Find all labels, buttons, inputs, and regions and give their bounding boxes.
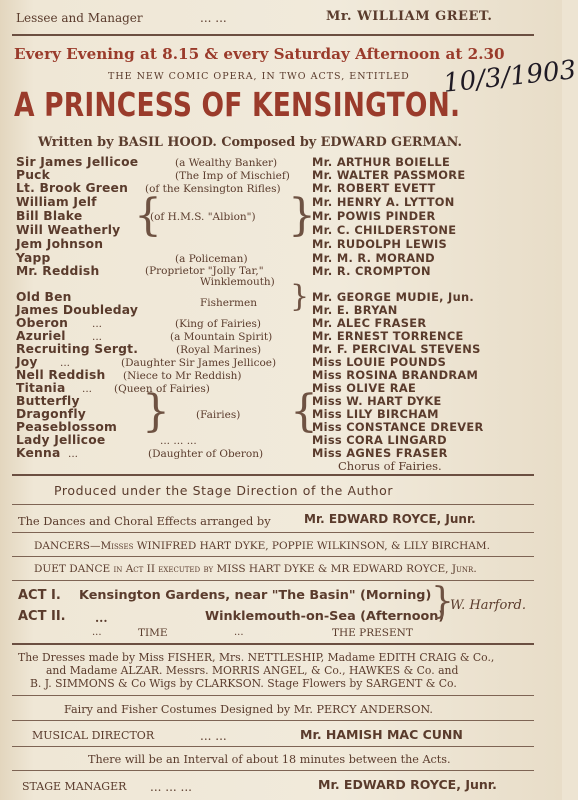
act-place: Kensington Gardens, near "The Basin" (Morning) — [79, 588, 432, 603]
role-desc: (Niece to Mr Reddish) — [123, 370, 242, 382]
role-name: William Jelf — [16, 195, 97, 209]
duet-text: DUET DANCE in Act II executed by MISS HART DYKE & MR EDWARD ROYCE, Junr. — [34, 563, 477, 575]
role-name: Joy — [16, 355, 38, 369]
produced-text: Produced under the Stage Direction of the Author — [54, 483, 394, 498]
actor-name: Miss CORA LINGARD — [312, 433, 447, 447]
actor-name: Mr. ALEC FRASER — [312, 316, 427, 330]
actor-name: Miss LOUIE POUNDS — [312, 355, 447, 369]
act-dots: ... — [92, 627, 102, 638]
role-name: James Doubleday — [16, 303, 139, 317]
role-desc: (Fairies) — [196, 409, 241, 421]
designer-name: W. Harford. — [450, 598, 526, 613]
role-name: Bill Blake — [16, 209, 83, 223]
schedule-text: Every Evening at 8.15 & every Saturday Afternoon at 2.30 — [14, 45, 505, 63]
actor-name: Miss W. HART DYKE — [312, 394, 442, 408]
actor-name: Mr. RUDOLPH LEWIS — [312, 237, 448, 251]
stage-dots: ... ... ... — [150, 780, 192, 794]
brace-right: } — [288, 190, 316, 241]
actor-name: Mr. POWIS PINDER — [312, 209, 436, 223]
divider — [12, 556, 534, 557]
actor-name: Mr. R. CROMPTON — [312, 264, 431, 278]
role-name: Titania — [16, 381, 66, 395]
actor-name: Mr. HENRY A. LYTTON — [312, 195, 455, 209]
role-desc: ... ... ... — [160, 435, 197, 447]
role-desc: (Daughter Sir James Jellicoe) — [121, 357, 277, 369]
actor-name: Miss ROSINA BRANDRAM — [312, 368, 479, 382]
lessee-dots: ... ... — [200, 11, 227, 25]
actor-name: Mr. GEORGE MUDIE, Jun. — [312, 290, 475, 304]
divider — [12, 695, 534, 696]
dresses-line: B. J. SIMMONS & Co Wigs by CLARKSON. Stage Flowers by SARGENT & Co. — [30, 677, 457, 690]
role-desc: (Royal Marines) — [176, 344, 262, 356]
musical-name: Mr. HAMISH MAC CUNN — [300, 727, 463, 742]
role-name: Dragonfly — [16, 407, 86, 421]
actor-name: Mr. F. PERCIVAL STEVENS — [312, 342, 481, 356]
divider — [12, 720, 534, 721]
actor-name: Mr. WALTER PASSMORE — [312, 168, 466, 182]
time-label: TIME — [138, 627, 168, 639]
divider — [12, 746, 534, 747]
musical-label: MUSICAL DIRECTOR — [32, 729, 155, 742]
role-desc: (Queen of Fairies) — [114, 383, 210, 395]
dresses-line: and Madame ALZAR. Messrs. MORRIS ANGEL, & Co., HAWKES & Co. and — [46, 664, 459, 677]
divider — [12, 532, 534, 533]
act-label: ACT I. — [18, 588, 61, 603]
act-place: Winklemouth-on-Sea (Afternoon) — [205, 609, 445, 624]
present-label: THE PRESENT — [332, 627, 413, 639]
role-name: Recruiting Sergt. — [16, 342, 139, 356]
role-name: Jem Johnson — [16, 237, 104, 251]
act-label: ACT II. — [18, 609, 66, 624]
role-name: Nell Reddish — [16, 368, 106, 382]
lessee-label: Lessee and Manager — [16, 11, 143, 25]
role-dots: ... — [68, 448, 79, 460]
stage-label: STAGE MANAGER — [22, 780, 127, 793]
act-dots: ... — [234, 627, 244, 638]
actor-name: Mr. C. CHILDERSTONE — [312, 223, 457, 237]
dances-text: The Dances and Choral Effects arranged by — [18, 514, 271, 528]
dancers-text: DANCERS—Misses WINIFRED HART DYKE, POPPIE WILKINSON, & LILY BIRCHAM. — [34, 540, 490, 552]
role-name: Butterfly — [16, 394, 80, 408]
role-name: Old Ben — [16, 290, 72, 304]
role-name: Will Weatherly — [16, 223, 121, 237]
divider — [12, 34, 534, 36]
brace-right: } — [290, 279, 310, 314]
role-desc: (of H.M.S. "Albion") — [150, 211, 256, 223]
lessee-name: Mr. WILLIAM GREET. — [326, 9, 493, 24]
role-desc: (a Policeman) — [175, 253, 248, 265]
role-name: Oberon — [16, 316, 69, 330]
role-name: Lt. Brook Green — [16, 181, 129, 195]
musical-dots: ... ... — [200, 729, 227, 743]
actor-name: Mr. ERNEST TORRENCE — [312, 329, 464, 343]
actor-name: Mr. ARTHUR BOIELLE — [312, 155, 451, 169]
actor-name: Miss OLIVE RAE — [312, 381, 417, 395]
role-desc: (of the Kensington Rifles) — [145, 183, 281, 195]
role-desc: Winklemouth) — [200, 276, 275, 288]
role-dots: ... — [82, 383, 93, 395]
subtitle: THE NEW COMIC OPERA, IN TWO ACTS, ENTITLED — [108, 71, 410, 82]
role-name: Lady Jellicoe — [16, 433, 106, 447]
role-name: Yapp — [16, 251, 51, 265]
divider — [12, 643, 534, 645]
role-desc: (a Wealthy Banker) — [175, 157, 278, 169]
divider — [12, 580, 534, 581]
actor-name: Mr. ROBERT EVETT — [312, 181, 436, 195]
divider — [12, 474, 534, 476]
role-name: Sir James Jellicoe — [16, 155, 139, 169]
costumes-text: Fairy and Fisher Costumes Designed by Mr. PERCY ANDERSON. — [64, 703, 433, 716]
role-name: Mr. Reddish — [16, 264, 100, 278]
role-dots: ... — [92, 331, 103, 343]
handwritten-date: 10/3/1903 — [441, 55, 578, 99]
brace-left: } — [142, 386, 170, 437]
brace-left: { — [134, 190, 162, 241]
role-desc: (The Imp of Mischief) — [175, 170, 290, 182]
role-desc: (a Mountain Spirit) — [170, 331, 273, 343]
credits: Written by BASIL HOOD. Composed by EDWARD GERMAN. — [38, 135, 462, 150]
interval-text: There will be an Interval of about 18 minutes between the Acts. — [88, 753, 451, 766]
actor-name: Miss LILY BIRCHAM — [312, 407, 439, 421]
role-desc: (King of Fairies) — [175, 318, 261, 330]
actor-name: Miss CONSTANCE DREVER — [312, 420, 484, 434]
dresses-line: The Dresses made by Miss FISHER, Mrs. NETTLESHIP, Madame EDITH CRAIG & Co., — [18, 651, 495, 664]
role-desc: Fishermen — [200, 297, 257, 309]
role-name: Kenna — [16, 446, 61, 460]
role-dots: ... — [60, 357, 71, 369]
role-name: Peaseblossom — [16, 420, 118, 434]
stage-name: Mr. EDWARD ROYCE, Junr. — [318, 777, 497, 792]
role-desc: (Proprietor "Jolly Tar," — [145, 265, 264, 277]
act-dots: ... — [95, 611, 108, 625]
role-name: Puck — [16, 168, 51, 182]
page-title: A PRINCESS OF KENSINGTON. — [14, 86, 461, 125]
actor-name: Mr. E. BRYAN — [312, 303, 398, 317]
divider — [12, 770, 534, 771]
dances-name: Mr. EDWARD ROYCE, Junr. — [304, 512, 476, 526]
brace-right: { — [290, 386, 318, 437]
actor-name: Miss AGNES FRASER — [312, 446, 448, 460]
role-name: Azuriel — [16, 329, 66, 343]
role-desc: (Daughter of Oberon) — [148, 448, 264, 460]
actor-name: Mr. M. R. MORAND — [312, 251, 435, 265]
divider — [12, 504, 534, 505]
brace-right: } — [431, 581, 454, 622]
role-dots: ... — [92, 318, 103, 330]
chorus-text: Chorus of Fairies. — [338, 459, 442, 473]
